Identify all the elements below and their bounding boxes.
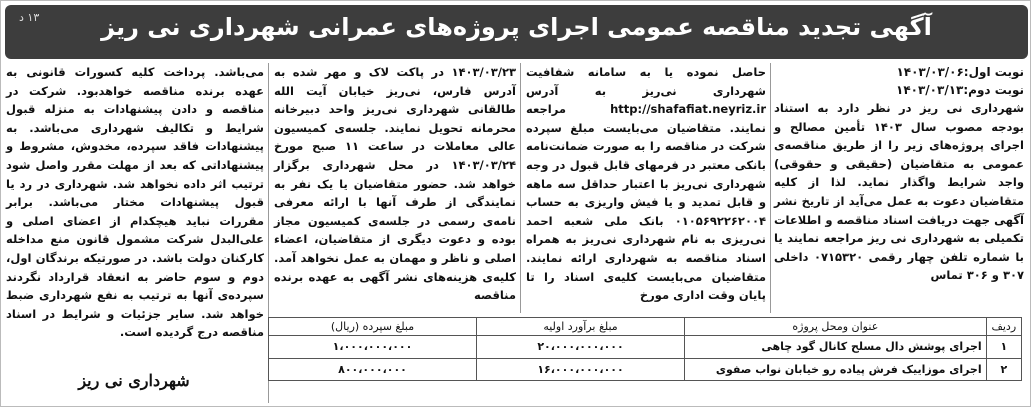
column-divider <box>520 63 521 313</box>
header-estimate: مبلغ برآورد اولیه <box>477 318 685 336</box>
issuer-signature: شهرداری نی ریز <box>78 371 190 390</box>
ad-title: آگهی تجدید مناقصه عمومی اجرای پروژه‌های عمرانی شهرداری نی ریز <box>101 13 932 41</box>
first-publication-date: نوبت اول:۱۴۰۳/۰۳/۰۶ <box>896 65 1024 79</box>
projects-table <box>268 317 1022 381</box>
row-number: ۱ <box>986 336 1021 359</box>
row-number: ۲ <box>986 358 1021 381</box>
table-header-row <box>269 318 1022 336</box>
text-column-1 <box>774 99 1024 285</box>
header-row-number: ردیف <box>986 318 1021 336</box>
ad-code: ۱۳ د <box>19 11 40 24</box>
second-publication-date: نوبت دوم:۱۴۰۳/۰۳/۱۳ <box>896 83 1024 97</box>
header-project-title: عنوان ومحل پروژه <box>685 318 987 336</box>
column-divider <box>770 63 771 313</box>
publication-dates <box>774 63 1024 99</box>
column-4-text: می‌باشد. پرداخت کلیه کسورات قانونی به عهده برنده مناقصه خواهدبود. شرکت در مناقصه و دادن پیشنهادات به منزله قبول شرایط و تکالیف شهرداری می‌باشد. به پیشنهادات فاقد سپرده، مخدوش، مشروط و پیشنهاداتی که بعد از مهلت مقرر واصل شود ترتیب اثر داده نخواهد شد. شهرداری در رد یا قبول پیشنهادات مختار می‌باشد. برابر مقررات نباید هیچکدام از اعضای اصلی و علی‌البدل شرکت مشمول قانون منع مداخله کارکنان دولت باشد. در صورتیکه برندگان اول، دوم و سوم حاضر به انعقاد قرارداد نگردند سپرده‌ی آنها به ترتیب به نفع شهرداری ضبط خواهد شد. سایر جزئیات و شرایط در اسناد مناقصه درج گردیده است. <box>6 65 264 340</box>
text-column-4 <box>6 63 264 342</box>
text-column-2 <box>526 63 766 305</box>
table-row <box>269 358 1022 381</box>
title-banner <box>5 5 1028 59</box>
table-row <box>269 336 1022 359</box>
project-title: اجرای موزاییک فرش پیاده رو خیابان نواب صفوی <box>685 358 987 381</box>
column-2-text: حاصل نموده یا به سامانه شفافیت شهرداری نی‌ریز به آدرس http://shafafiat.neyriz.ir مراجعه نمایند. متقاضیان می‌بایست مبلغ سپرده شرکت در مناقصه را به صورت ضمانت‌نامه بانکی معتبر در فرمهای قابل قبول در وجه شهرداری نی‌ریز با اعتبار حداقل سه ماهه و قابل تمدید و یا فیش واریزی به حساب ۰۱۰۵۶۹۲۲۶۲۰۰۴ بانک ملی شعبه احمد نی‌ریزی به نام شهرداری نی‌ریز به همراه اسناد مناقصه به شهرداری ارائه نمایند. متقاضیان می‌بایست کلیه‌ی اسناد را تا پایان وقت اداری مورخ <box>526 65 766 303</box>
project-title: اجرای پوشش دال مسلح کانال گود چاهی <box>685 336 987 359</box>
project-deposit: ۸۰۰،۰۰۰،۰۰۰ <box>269 358 477 381</box>
project-estimate: ۱۶،۰۰۰،۰۰۰،۰۰۰ <box>477 358 685 381</box>
text-column-3 <box>274 63 516 305</box>
project-deposit: ۱،۰۰۰،۰۰۰،۰۰۰ <box>269 336 477 359</box>
column-1-text: شهرداری نی ریز در نظر دارد به استناد بودجه مصوب سال ۱۴۰۳ تأمین مصالح و اجرای پروژه‌های زیر را از طریق مناقصه‌ی عمومی به متقاضیان (حقیقی و حقوقی) واجد شرایط واگذار نماید. لذا از کلیه متقاضیان دعوت به عمل می‌آید از تاریخ نشر آگهی جهت دریافت اسناد مناقصه و اطلاعات تکمیلی به شهرداری نی ریز مراجعه نمایند یا با شماره تلفن چهار رقمی ۰۷۱۵۳۲۰ داخلی ۳۰۷ و ۳۰۶ تماس <box>774 101 1025 283</box>
column-3-text: ۱۴۰۳/۰۳/۲۳ در پاکت لاک و مهر شده به آدرس فارس، نی‌ریز خیابان آیت الله طالقانی شهرداری نی‌ریز واحد دبیرخانه محرمانه تحویل نمایند. جلسه‌ی کمیسیون عالی معاملات در ساعت ۱۱ صبح مورخ ۱۴۰۳/۰۳/۲۴ در محل شهرداری برگزار خواهد شد. حضور متقاضیان یا یک نفر به نمایندگی از طرف آنها با ارائه معرفی نامه‌ی رسمی در جلسه‌ی کمیسیون مجاز بوده و دعوت دیگری از متقاضیان، اعضاء اصلی و ناظر و مهمان به عمل نخواهد آمد. کلیه‌ی هزینه‌های نشر آگهی به عهده برنده مناقصه <box>274 65 516 303</box>
project-estimate: ۲۰،۰۰۰،۰۰۰،۰۰۰ <box>477 336 685 359</box>
header-deposit: مبلغ سپرده (ریال) <box>269 318 477 336</box>
